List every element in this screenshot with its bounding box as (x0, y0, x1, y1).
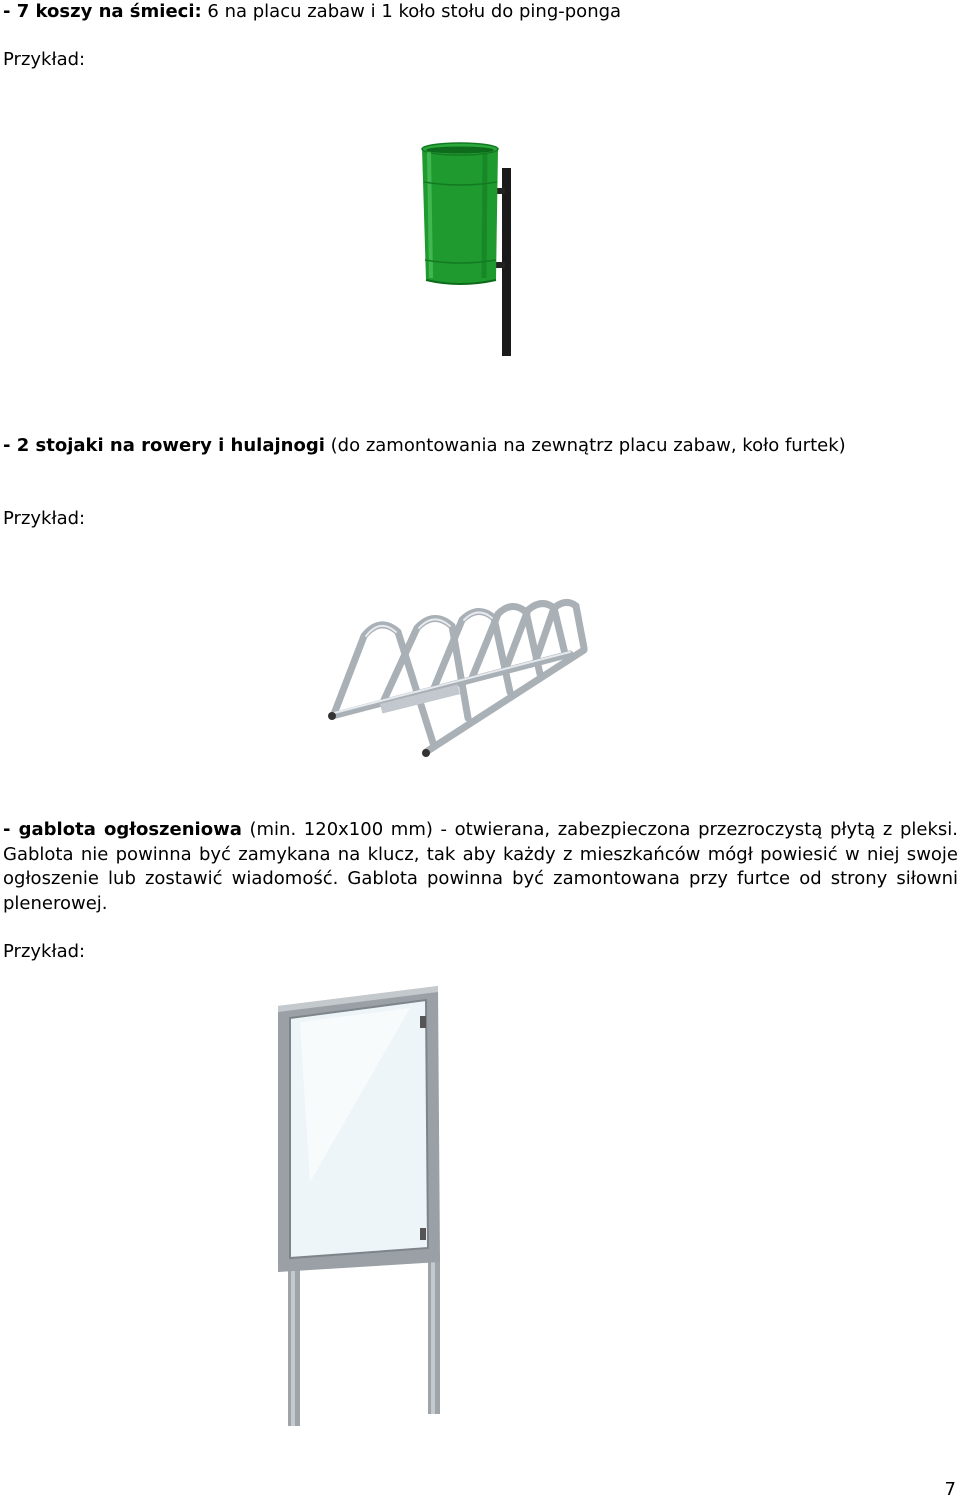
section2-example-label: Przykład: (3, 508, 86, 529)
section3-example-label: Przykład: (3, 941, 86, 962)
section1-heading-bold: - 7 koszy na śmieci: (3, 1, 202, 22)
page-number: 7 (944, 1479, 956, 1500)
section3-paragraph (3, 818, 958, 916)
section3-paragraph-text: (min. 120x100 mm) - otwierana, zabezpieczona przezroczystą płytą z pleksi. Gablota nie powinna być zamykana na klucz, tak aby każdy z mieszkańców mógł powiesić w niej swoje ogłoszenie lub zostawić wiadomość. Gablota powinna być zamontowana przy furtce od strony siłowni plenerowej. (3, 819, 958, 914)
section2-heading (3, 434, 846, 458)
trash-bin-image (415, 140, 525, 360)
section1-heading-text: 6 na placu zabaw i 1 koło stołu do ping-ponga (201, 1, 622, 22)
section2-heading-bold: - 2 stojaki na rowery i hulajnogi (3, 435, 325, 456)
section2-heading-text: (do zamontowania na zewnątrz placu zabaw, koło furtek) (324, 435, 846, 456)
section3-heading-bold: - gablota ogłoszeniowa (3, 819, 242, 840)
trash-bin-icon (415, 140, 525, 360)
bike-rack-image (322, 596, 592, 768)
section1-example-label: Przykład: (3, 49, 86, 70)
notice-board-icon (270, 982, 445, 1432)
notice-board-image (270, 982, 445, 1432)
section1-heading (3, 0, 621, 24)
bike-rack-icon (322, 596, 592, 768)
